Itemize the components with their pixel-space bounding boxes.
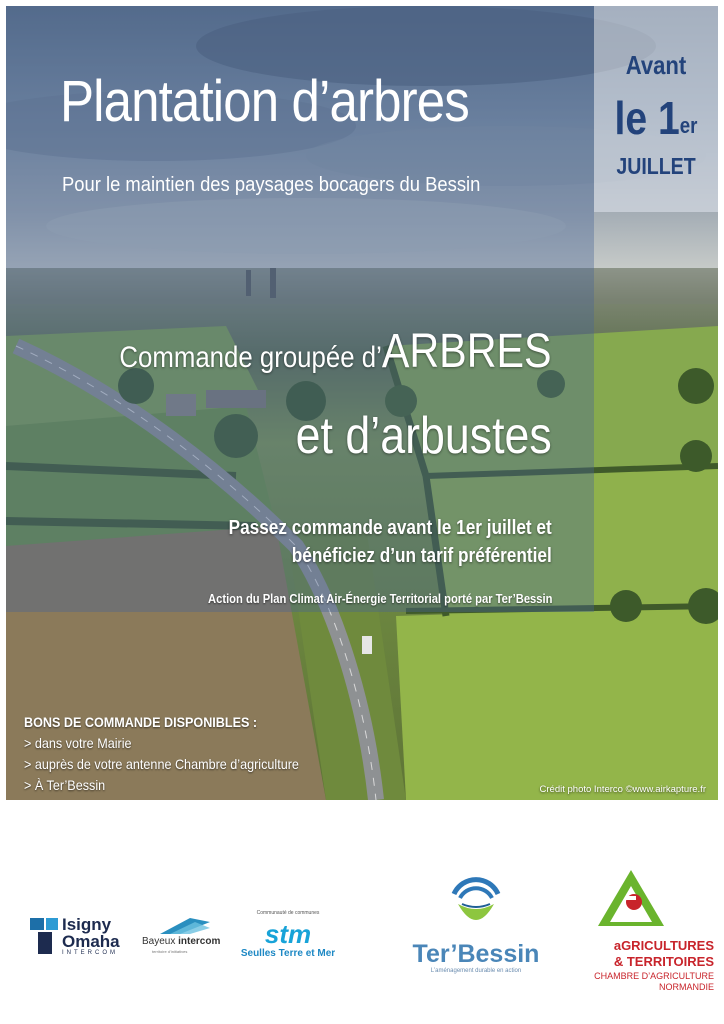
deadline-badge [594,50,718,180]
poster-subtitle: Pour le maintien des paysages bocagers du Bessin [62,174,481,196]
bayeux-name-b: intercom [178,936,221,947]
plan-action-note: Action du Plan Climat Air-Énergie Territorial porté par Ter’Bessin [207,591,552,606]
headline-line2: et d’arbustes [295,407,552,465]
order-forms-item: > À Ter’Bessin [24,777,106,793]
order-forms-item: > dans votre Mairie [24,735,132,751]
stm-top: Communauté de communes [256,910,320,916]
isigny-omaha-logo [30,916,130,960]
agri-mark-icon [596,868,666,930]
order-forms-list [24,712,299,796]
terbessin-sub: L’aménagement durable en action [430,968,522,974]
isigny-line1: Isigny [62,915,112,934]
terbessin-name: Ter’Bessin [412,940,540,968]
headline-big: ARBRES [382,325,552,378]
deadline-day-text: le 1 [614,92,680,144]
partner-logos [0,860,724,1010]
deadline-day-suffix: er [679,113,698,138]
bayeux-intercom-logo [142,918,228,954]
order-message-line2: bénéficiez d’un tarif préférentiel [292,545,552,567]
seulles-terre-et-mer-logo [240,910,336,968]
terbessin-mark-icon [448,874,504,936]
poster-title: Plantation d’arbres [60,69,469,134]
stm-name: Seulles Terre et Mer [240,948,336,959]
bayeux-mark-icon [160,918,210,934]
agri-line2: & TERRITOIRES [613,954,714,969]
isigny-mark-icon [30,916,60,956]
deadline-avant: Avant [625,50,687,80]
order-message [229,514,552,570]
bayeux-name-a: Bayeux [142,936,179,947]
headline-prefix: Commande groupée d’ [119,341,383,374]
isigny-name [62,916,120,950]
order-forms-heading: BONS DE COMMANDE DISPONIBLES : [24,714,258,730]
agri-line3: CHAMBRE D’AGRICULTURE [594,971,714,981]
order-forms-item: > auprès de votre antenne Chambre d’agriculture [24,756,299,772]
isigny-sub: INTERCOM [62,950,118,956]
order-message-line1: Passez commande avant le 1er juillet et [228,517,552,539]
chambre-agriculture-logo [586,868,714,998]
headline-line1 [120,324,552,379]
stm-mark: stm [264,919,312,949]
isigny-line2: Omaha [62,932,120,951]
agri-line4: NORMANDIE [658,982,714,992]
photo-credit: Crédit photo Interco ©www.airkapture.fr [539,784,706,795]
bayeux-name [142,936,220,947]
agri-line1: aGRICULTURES [613,938,714,953]
terbessin-logo [406,874,546,984]
poster-photo [6,6,718,800]
bayeux-sub: territoire d’initiatives [152,949,188,954]
deadline-day [603,92,708,144]
deadline-month: JUILLET [616,153,696,179]
